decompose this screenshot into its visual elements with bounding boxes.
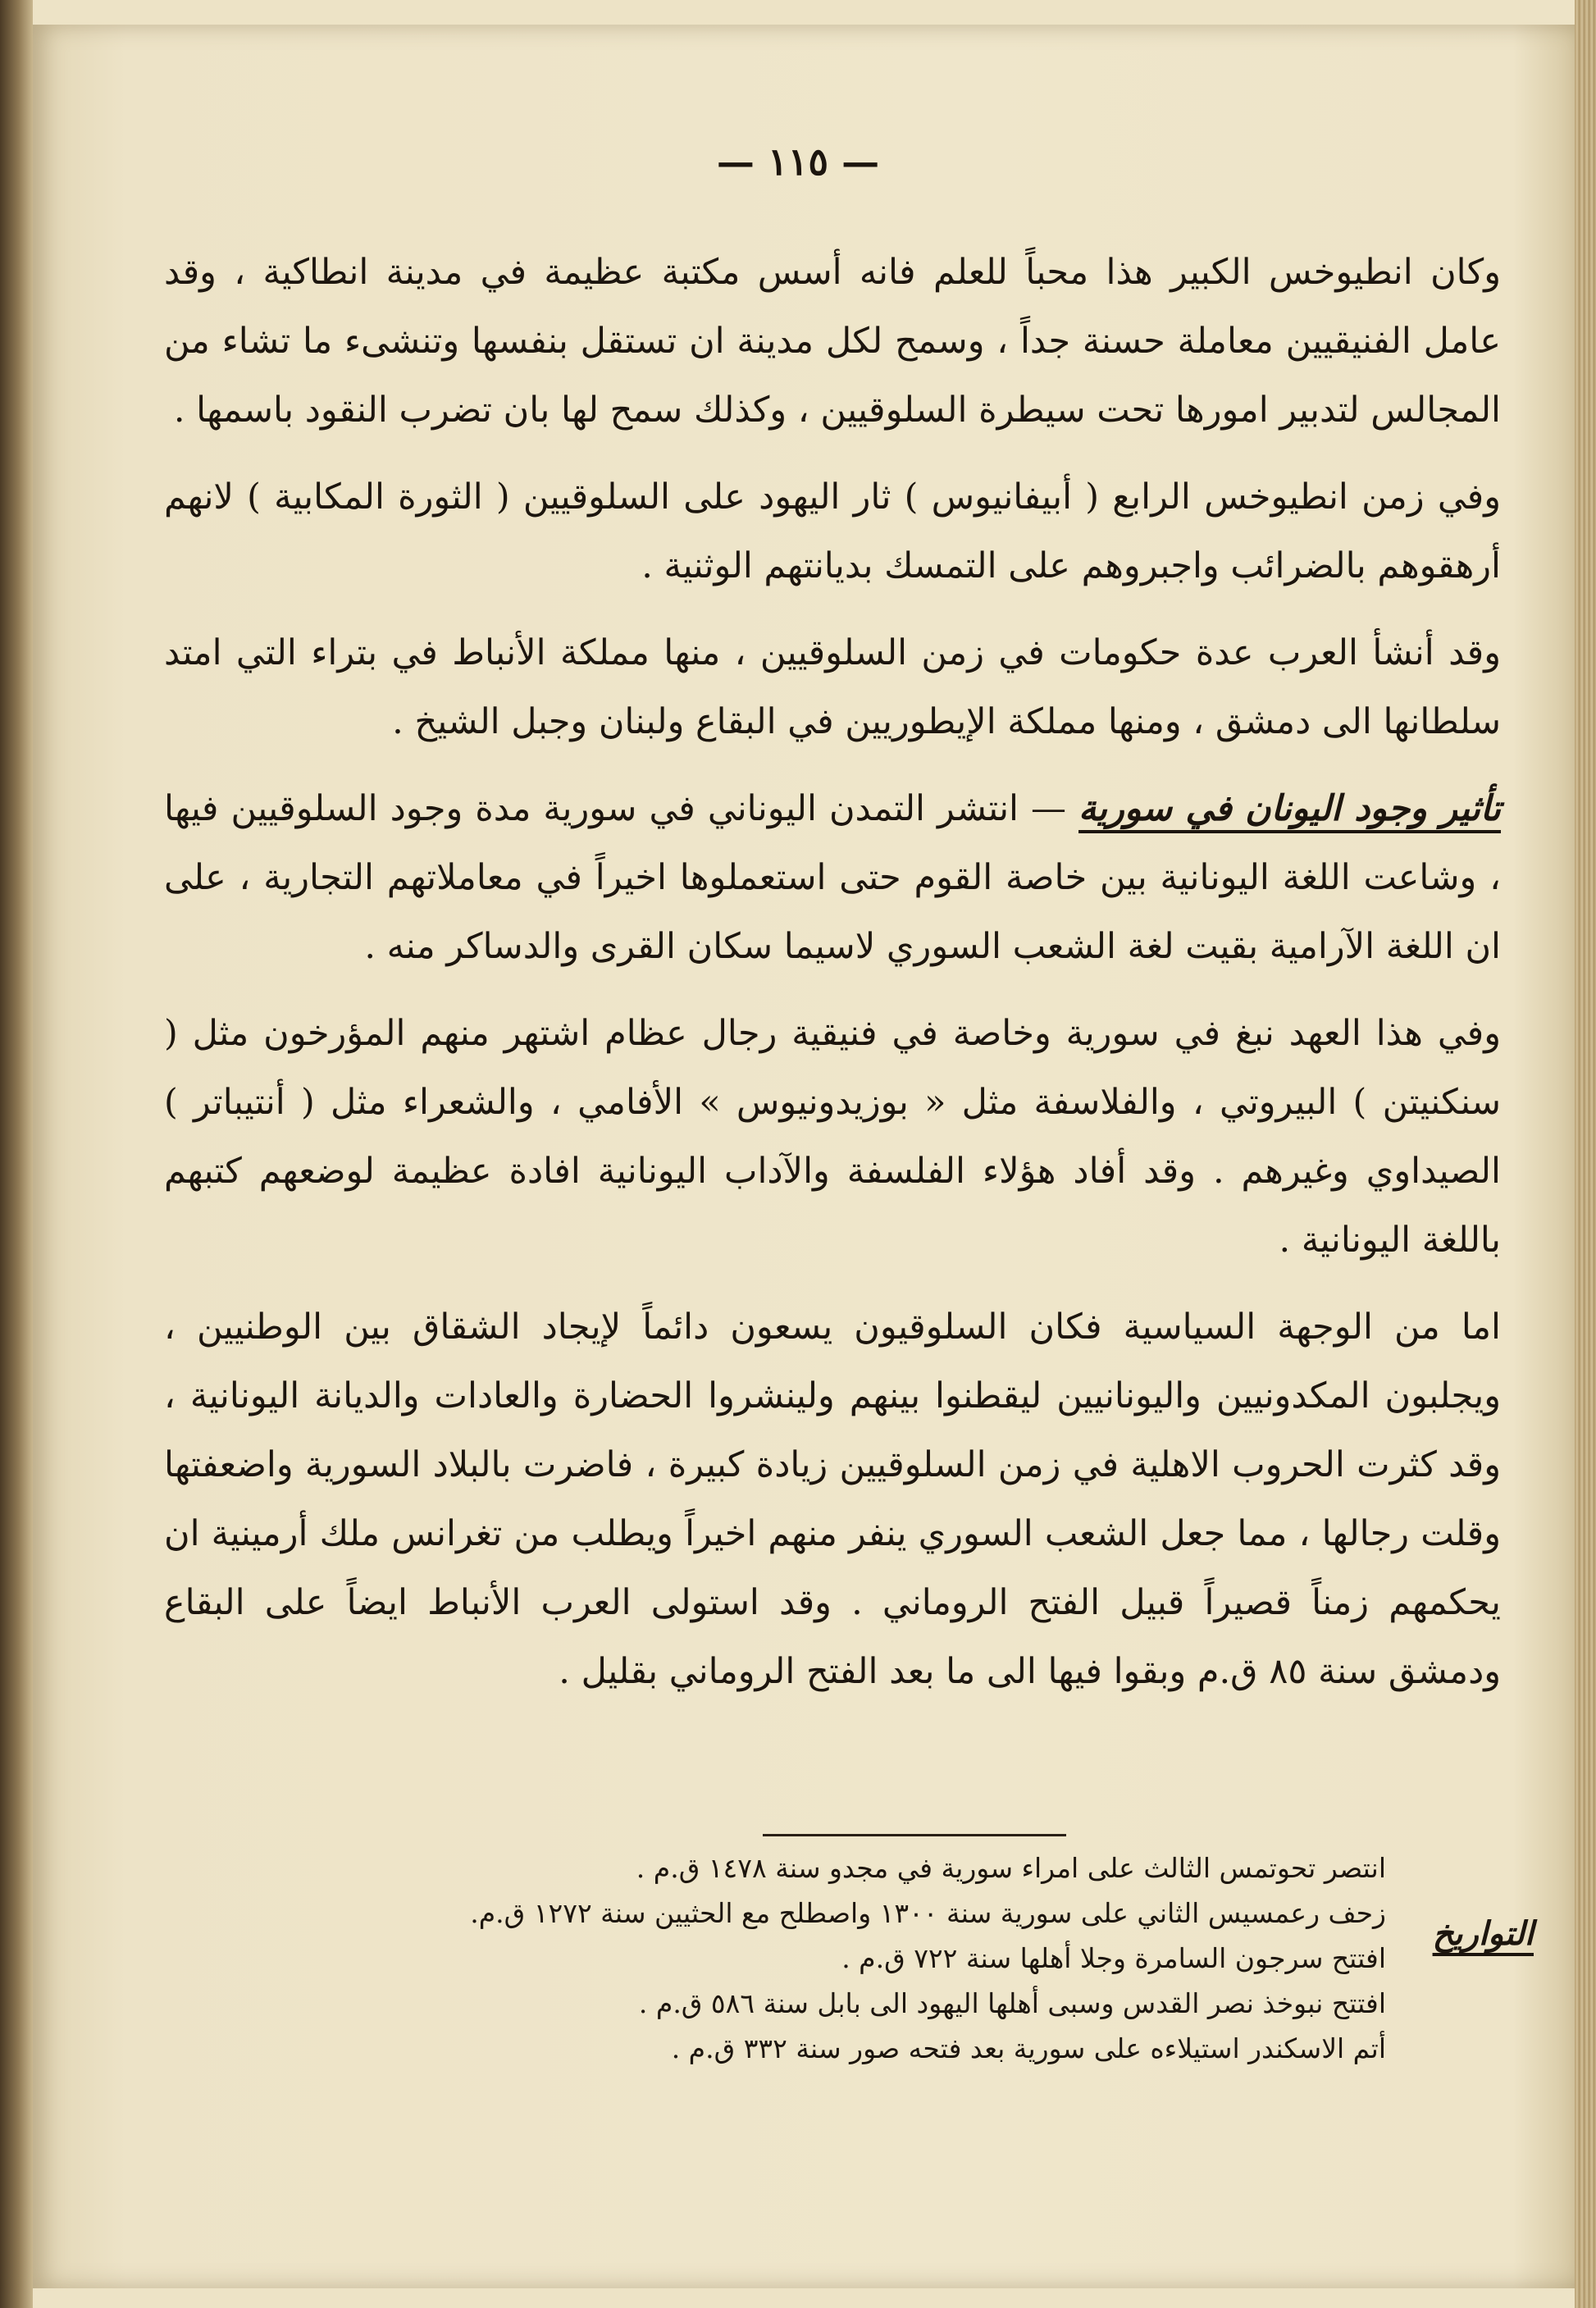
book-spine [0,0,33,2308]
paragraph: وفي زمن انطيوخس الرابع ( أبيفانيوس ) ثار اليهود على السلوقيين ( الثورة المكابية ) لانهم أرهقوهم بالضرائب واجبروهم على التمسك بديانتهم الوثنية . [164,477,1501,586]
page-number: — ١١٥ — [716,139,880,184]
chronology-item: أتم الاسكندر استيلاءه على سورية بعد فتحه صور سنة ٣٣٢ ق.م . [671,2032,1386,2064]
paragraph: اما من الوجهة السياسية فكان السلوقيون يسعون دائماً لإيجاد الشقاق بين الوطنيين ، ويجلبون المكدونيين واليونانيين ليقطنوا بينهم ولينشروا الحضارة والعادات والديانة اليونانية ، وقد كثرت الحروب الاهلية في زمن السلوقيين زيادة كبيرة ، فاضرت بالبلاد السورية واضعفتها وقلت رجالها ، مما جعل الشعب السوري ينفر منهم اخيراً ويطلب من تغرانس ملك أرمينية ان يحكمهم زمناً قصيراً قبيل الفتح الروماني . وقد استولى العرب الأنباط ايضاً على البقاع ودمشق سنة ٨٥ ق.م وبقوا فيها الى ما بعد الفتح الروماني بقليل . [164,1307,1501,1692]
footnote-divider [763,1834,1066,1836]
chronology-label: التواريخ [1432,1914,1534,1953]
chronology-item: افتتح نبوخذ نصر القدس وسبى أهلها اليهود الى بابل سنة ٥٨٦ ق.م . [638,1987,1386,2019]
chronology-list [426,1845,1386,2071]
page-edges [1575,0,1596,2308]
paragraph: وكان انطيوخس الكبير هذا محباً للعلم فانه أسس مكتبة عظيمة في مدينة انطاكية ، وقد عامل الفنيقيين معاملة حسنة جداً ، وسمح لكل مدينة ان تستقل بنفسها وتنشىء ما تشاء من المجالس لتدبير امورها تحت سيطرة السلوقيين ، وكذلك سمح لها بان تضرب النقود باسمها . [164,252,1501,431]
body-text [164,238,1501,1724]
chronology-item: زحف رعمسيس الثاني على سورية سنة ١٣٠٠ واصطلح مع الحثيين سنة ١٢٧٢ ق.م. [470,1897,1386,1929]
chronology-item: افتتح سرجون السامرة وجلا أهلها سنة ٧٢٢ ق.م . [841,1942,1386,1974]
section-heading: تأثير وجود اليونان في سورية [1078,788,1502,829]
paragraph-text: — انتشر التمدن اليوناني في سورية مدة وجود السلوقيين فيها ، وشاعت اللغة اليونانية بين خاصة القوم حتى استعملوها اخيراً في معاملاتهم التجارية ، على ان اللغة الآرامية بقيت لغة الشعب السوري لاسيما سكان القرى والدساكر منه . [164,788,1501,967]
paragraph [164,774,1501,981]
paragraph: وفي هذا العهد نبغ في سورية وخاصة في فنيقية رجال عظام اشتهر منهم المؤرخون مثل ( سنكنيتن ) البيروتي ، والفلاسفة مثل « بوزيدونيوس » الأفامي ، والشعراء مثل ( أنتيباتر ) الصيداوي وغيرهم . وقد أفاد هؤلاء الفلسفة والآداب اليونانية افادة عظيمة لوضعهم كتبهم باللغة اليونانية . [164,1013,1502,1261]
chronology-item: انتصر تحوتمس الثالث على امراء سورية في مجدو سنة ١٤٧٨ ق.م . [636,1852,1386,1884]
paragraph: وقد أنشأ العرب عدة حكومات في زمن السلوقيين ، منها مملكة الأنباط في بتراء التي امتد سلطانها الى دمشق ، ومنها مملكة الإيطوريين في البقاع ولبنان وجبل الشيخ . [164,632,1501,742]
